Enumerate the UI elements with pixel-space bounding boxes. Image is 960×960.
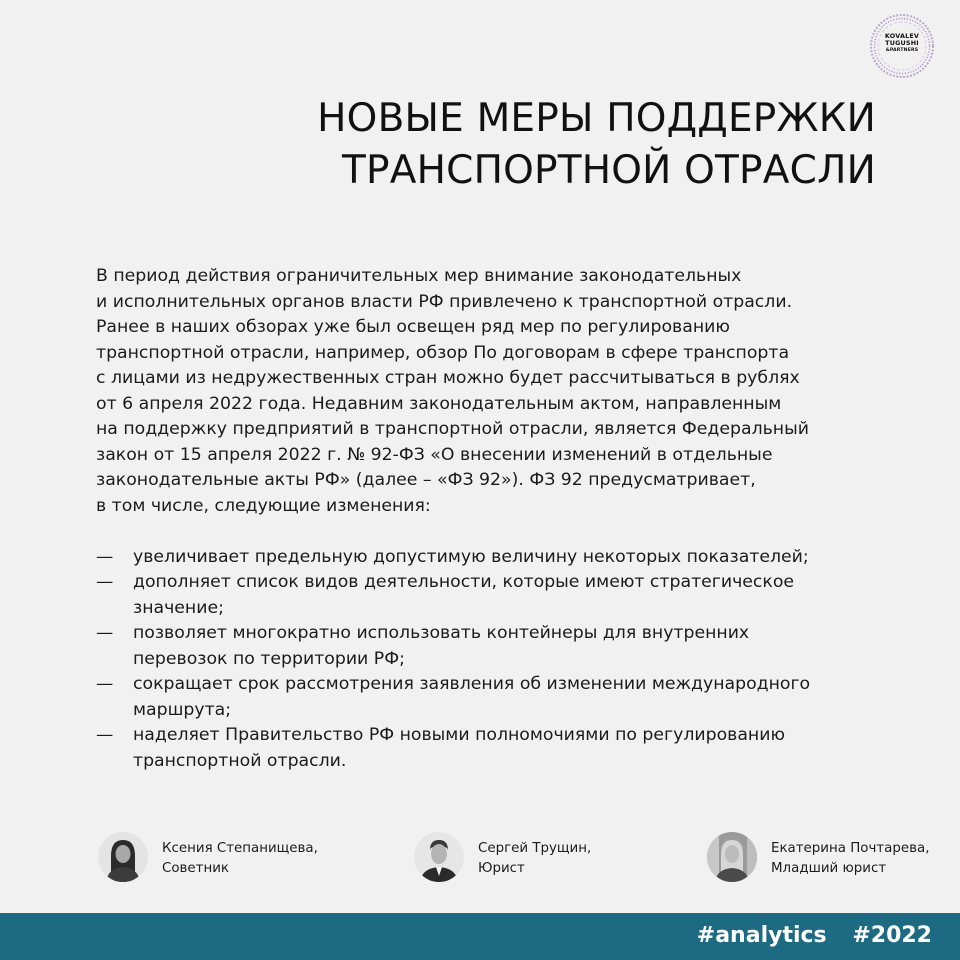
title-line-1: НОВЫЕ МЕРЫ ПОДДЕРЖКИ: [317, 96, 876, 141]
intro-line: в том числе, следующие изменения:: [96, 495, 431, 516]
intro-line: транспортной отрасли, например, обзор По договорам в сфере транспорта: [96, 342, 790, 363]
intro-line: с лицами из недружественных стран можно будет рассчитываться в рублях: [96, 368, 800, 388]
intro-paragraph: [96, 264, 896, 519]
list-item-line: позволяет многократно использовать контейнеры для внутренних: [133, 623, 750, 643]
dash-marker: —: [96, 623, 114, 643]
list-item-line: маршрута;: [133, 699, 232, 720]
hashtags: [679, 921, 932, 951]
author-name: Сергей Трущин,: [478, 841, 592, 856]
intro-line: Ранее в наших обзорах уже был освещен ряд мер по регулированию: [96, 317, 730, 337]
author-avatar: [414, 832, 464, 882]
list-item-line: перевозок по территории РФ;: [133, 648, 405, 669]
list-item-line: значение;: [133, 597, 224, 618]
author-avatar: [98, 832, 148, 882]
author-name: Ксения Степанищева,: [162, 841, 318, 856]
article-body: [96, 264, 896, 774]
person-photo-icon: [98, 832, 148, 882]
author-role: Советник: [162, 861, 230, 876]
list-item-line: сокращает срок рассмотрения заявления об изменении международного: [133, 674, 811, 694]
hashtag-analytics[interactable]: #analytics: [696, 923, 827, 948]
intro-line: закон от 15 апреля 2022 г. № 92-ФЗ «О внесении изменений в отдельные: [96, 444, 773, 465]
list-item-line: транспортной отрасли.: [133, 750, 347, 771]
logo-line-2: TUGUSHI: [885, 39, 919, 48]
intro-line: от 6 апреля 2022 года. Недавним законодательным актом, направленным: [96, 393, 782, 414]
author-role: Юрист: [478, 861, 525, 876]
list-item-line: увеличивает предельную допустимую величину некоторых показателей;: [133, 546, 809, 567]
intro-line: на поддержку предприятий в транспортной отрасли, является Федеральный: [96, 419, 809, 439]
list-item: [96, 545, 896, 571]
list-item: [96, 723, 896, 774]
person-photo-icon: [414, 832, 464, 882]
list-item: [96, 570, 896, 621]
changes-list: [96, 545, 896, 775]
dash-marker: —: [96, 674, 114, 694]
intro-line: и исполнительных органов власти РФ привлечено к транспортной отрасли.: [96, 291, 793, 312]
hashtag-year[interactable]: #2022: [852, 923, 932, 948]
author-name: Екатерина Почтарева,: [771, 841, 930, 856]
logo-line-1: KOVALEV: [884, 32, 920, 40]
list-item: [96, 672, 896, 723]
person-photo-icon: [707, 832, 757, 882]
dash-marker: —: [96, 725, 114, 745]
intro-line: законодательные акты РФ» (далее – «ФЗ 92»). ФЗ 92 предусматривает,: [96, 470, 756, 490]
authors-row: [0, 830, 960, 886]
list-item-line: наделяет Правительство РФ новыми полномочиями по регулированию: [133, 725, 786, 745]
dash-marker: —: [96, 572, 114, 592]
intro-line: В период действия ограничительных мер внимание законодательных: [96, 266, 742, 286]
title-line-2: ТРАНСПОРТНОЙ ОТРАСЛИ: [342, 148, 876, 193]
author-avatar: [707, 832, 757, 882]
page-title: [317, 93, 876, 197]
list-item: [96, 621, 896, 672]
dash-marker: —: [96, 546, 114, 567]
list-item-line: дополняет список видов деятельности, которые имеют стратегическое: [133, 572, 795, 592]
footer-bar: [0, 913, 960, 960]
company-logo: [868, 12, 936, 80]
logo-line-3: &PARTNERS: [885, 47, 919, 53]
author-role: Младший юрист: [771, 861, 887, 876]
